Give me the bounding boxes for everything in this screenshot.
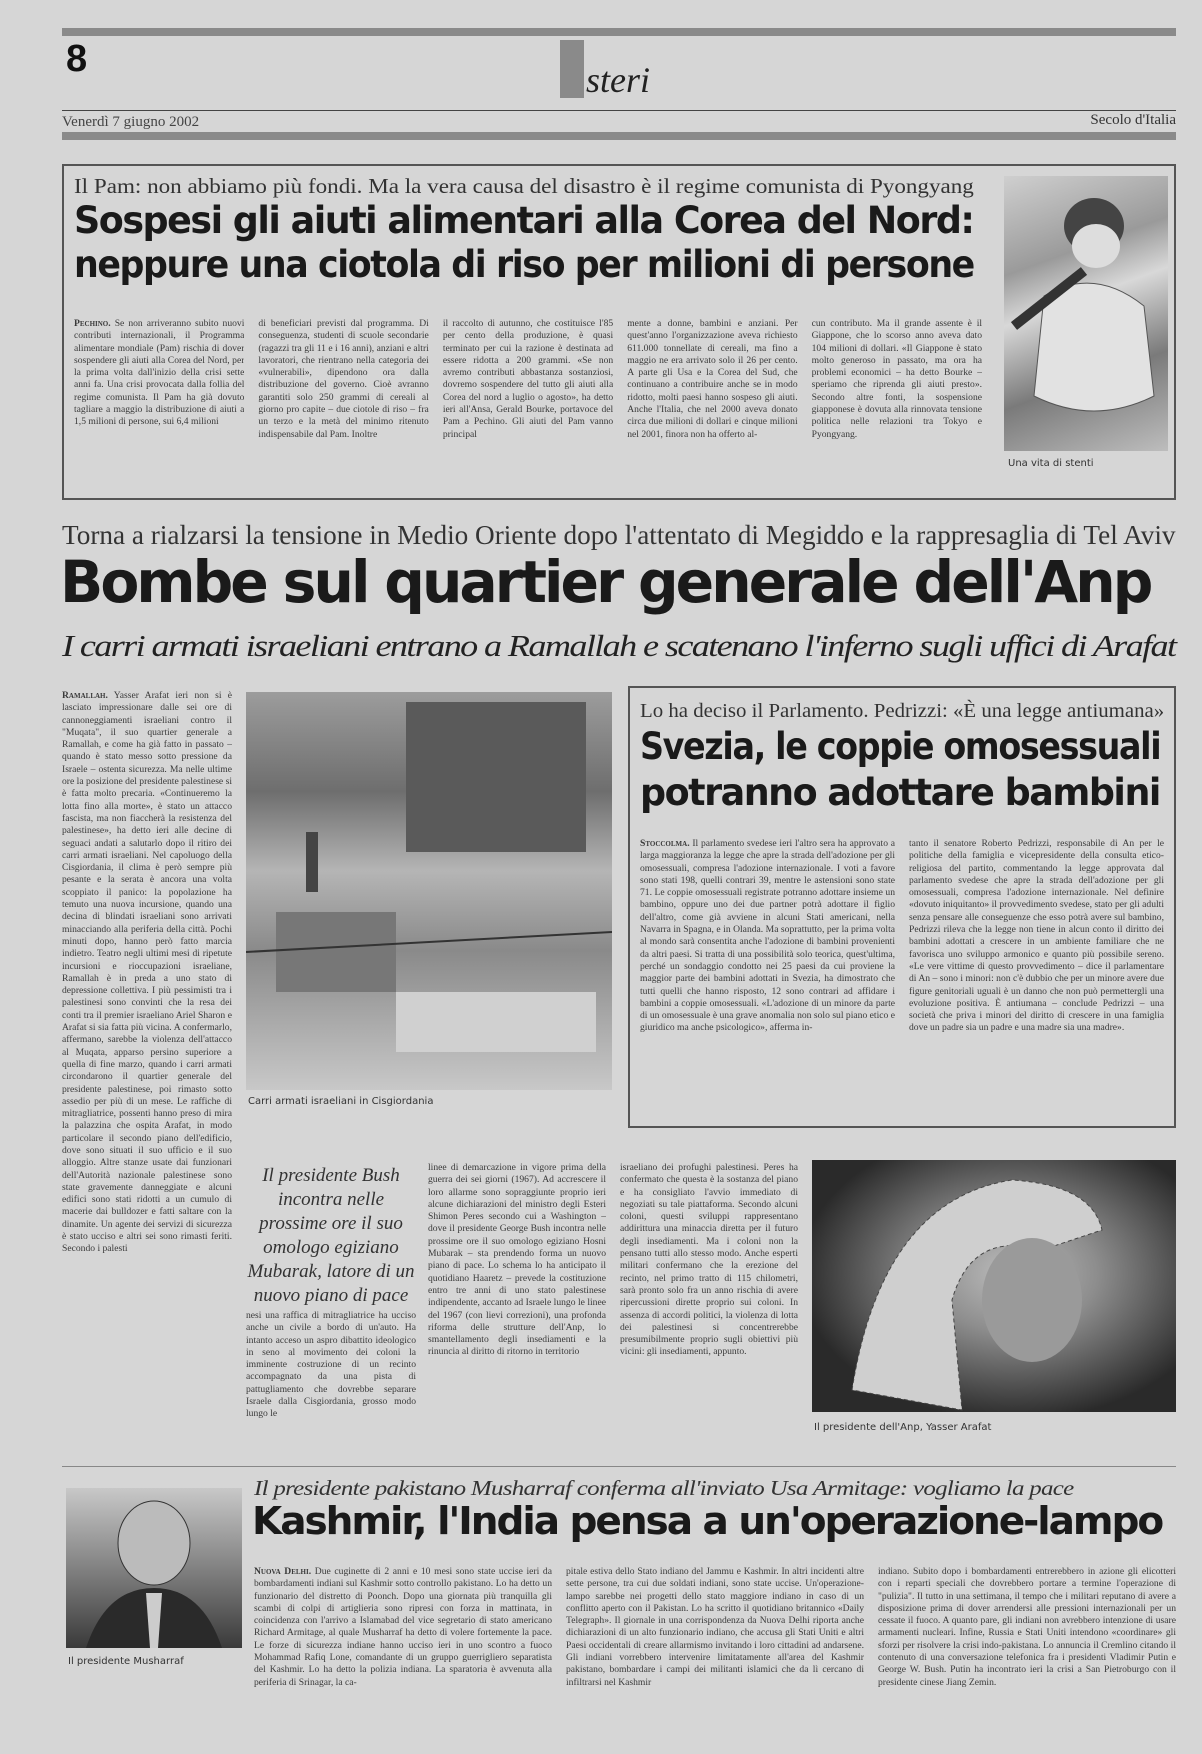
anp-column-b-wrap bbox=[428, 1162, 606, 1454]
korea-column: mente a donne, bambini e anziani. Per quest'anno l'organizzazione aveva richiesto 611.000 tonnellate di cereali, ma fino a maggio ne era arrivato solo il 26 per cento. A parte gli Usa e la Corea del Sud, che continuano a contribuire anche se in modo ridotto, molti paesi hanno sospeso gli aiuti. Anche l'Italia, che nel 2000 aveva donato circa due milioni di dollari e cinque milioni nel 2001, finora non ha offerto al- bbox=[627, 318, 798, 440]
musharraf-photo bbox=[66, 1488, 242, 1648]
arafat-photo bbox=[812, 1160, 1176, 1412]
date-line: Venerdì 7 giugno 2002 bbox=[62, 114, 200, 130]
arafat-portrait-illustration bbox=[812, 1160, 1176, 1412]
anp-subheadline: I carri armati israeliani entrano a Ramallah e scatenano l'inferno sugli uffici di Arafat bbox=[62, 628, 1176, 663]
korea-column: di beneficiari previsti dal programma. Di conseguenza, studenti di scuole secondarie (ragazzi tra gli 11 e i 16 anni), anziani e altri lavoratori, che rientrano nella categoria dei «vulnerabili», dipendono ora dalla distribuzione del governo. Cioè avranno garantiti solo 250 grammi di cereali al giorno pro capite – due ciotole di riso – fra un terzo e la metà del minimo ritenuto indispensabile dal Pam. Inoltre bbox=[258, 318, 429, 440]
anp-kicker: Torna a rialzarsi la tensione in Medio Oriente dopo l'attentato di Megiddo e la rappresaglia di Tel Aviv bbox=[62, 520, 1176, 550]
article-korea bbox=[62, 164, 1176, 500]
korea-photo-caption: Una vita di stenti bbox=[1008, 458, 1094, 469]
korea-body bbox=[74, 318, 982, 494]
sweden-city: Stoccolma. bbox=[640, 838, 690, 849]
anp-column: linee di demarcazione in vigore prima della guerra dei sei giorni (1967). Ad accrescere il loro allarme sono sopraggiunte proprio ieri alcune dichiarazioni del ministro degli Esteri Shimon Peres secondo cui a Washington – dove il presidente George Bush incontra nelle prossime ore il suo omologo egiziano Hosni Mubarak – sta prendendo forma un nuovo piano di pace. Lo schema lo ha anticipato il quotidiano Haaretz – prevede la costituzione entro tre anni di uno stato palestinese indipendente, accanto ad Israele lungo le linee del 1967 (con lievi correzioni), una profonda riforma delle strutture dell'Anp, lo smantellamento degli insediamenti e la rinuncia al diritto di ritorno in territorio bbox=[428, 1162, 606, 1358]
sweden-body bbox=[640, 838, 1164, 1122]
sweden-column: Stoccolma. Il parlamento svedese ieri l'altro sera ha approvato a larga maggioranza la legge che apre la strada dell'adozione per gli omosessuali, compresa l'adozione internazionale. I voti a favore sono stati 198, quelli contrari 39, mentre le astensioni sono state 71. Le coppie omosessuali registrate potranno adottare insieme un bambino, oppure uno dei due partner potrà adottare il figlio dell'altro, come già avviene in alcuni Stati americani, nella Navarra in Spagna, e in Olanda. Ma soprattutto, per la prima volta al mondo sarà consentita anche l'adozione di bambini provenienti da altri paesi. Si tratta di una possibilità solo teorica, quest'ultima, perché un sondaggio condotto nei 25 paesi da cui proviene la maggior parte dei bambini adottati in Svezia, ha dimostrato che tutti quelli che hanno risposto, 12 sono contrari ad affidare i bambini a coppie omosessuali. «L'adozione di un minore da parte di un omosessuale è una grave anomalia non solo sul piano etico e giuridico ma anche psicologico», afferma in- bbox=[640, 838, 895, 1034]
page-number: 8 bbox=[66, 38, 88, 80]
anp-column: nesi una raffica di mitragliatrice ha ucciso anche un civile a bordo di un'auto. Ha intanto acceso un aspro dibattito ideologico in seno al movimento dei coloni la imminente costruzione di un recinto accompagnato da una pista di pattugliamento che dovrebbe separare Israele dalla Cisgiordania, grosso modo lungo le bbox=[246, 1310, 416, 1420]
korea-headline-line2: neppure una ciotola di riso per milioni di persone bbox=[74, 243, 974, 286]
anp-column: israeliano dei profughi palestinesi. Peres ha confermato che questa è la sostanza del piano e ha consigliato l'avvio immediato di negoziati su tale piattaforma. Secondo alcuni coloni, questi sviluppi rappresentano addirittura una minaccia diretta per il futuro degli insediamenti. Ma i coloni non la pensano tutti allo stesso modo. Anche esperti militari confermano che la erezione del recinto, nel primo tratto di 115 chilometri, sarà pronto solo fra un anno rischia di avere ripercussioni dirette proprio sui coloni. In assenza di accordi politici, la violenza di lotta dei palestinesi si concentrerebbe presumibilmente proprio sugli obiettivi più vicini: gli insediamenti, appunto. bbox=[620, 1162, 798, 1358]
musharraf-portrait-illustration bbox=[66, 1488, 242, 1648]
musharraf-photo-caption: Il presidente Musharraf bbox=[68, 1656, 184, 1667]
korea-column: il raccolto di autunno, che costituisce l'85 per cento della produzione, è quasi terminato per cui la razione è destinata ad essere ridotta a 200 grammi. «Se non avremo contributi abbastanza sostanziosi, dovremo sospendere del tutto gli aiuti alla Corea del nord a luglio o agosto», ha detto ieri all'Ansa, Gerald Bourke, portavoce del Pam a Pechino. Gli aiuti del Pam vanno principal bbox=[442, 318, 614, 440]
header-bottom-rule bbox=[62, 132, 1176, 140]
sweden-headline-line1: Svezia, le coppie omosessuali bbox=[640, 725, 1161, 768]
section-title-text: steri bbox=[586, 60, 651, 100]
kashmir-column: pitale estiva dello Stato indiano del Jammu e Kashmir. In altri incidenti altre sette persone, tra cui due soldati indiani, sono state uccise. Un'operazione-lampo sarebbe nei progetti dello stato maggiore indiano in caso di un conflitto aperto con il Pakistan. Lo ha scritto il quotidiano britannico «Daily Telegraph». Il giornale in una corrispondenza da Nuova Delhi riporta anche dichiarazioni di un alto funzionario indiano, che accusa gli Stati Uniti e altri Paesi occidentali di creare allarmismo invitando i loro cittadini ad andarsene. Gli indiani vorrebbero intervenire limitatamente all'area del Kashmir pakistano, bombardare i campi dei militanti islamici che da lì cercano di infiltrarsi nel Kashmir bbox=[566, 1566, 864, 1688]
kashmir-body bbox=[254, 1566, 1176, 1736]
kashmir-headline: Kashmir, l'India pensa a un'operazione-lampo bbox=[252, 1499, 1163, 1543]
pull-quote: Il presidente Bush incontra nelle prossime ore il suo omologo egiziano Mubarak, latore di un nuovo piano di pace bbox=[247, 1165, 415, 1306]
kashmir-top-rule bbox=[62, 1466, 1176, 1467]
kashmir-column: indiano. Subito dopo i bombardamenti entrerebbero in azione gli elicotteri con i reparti speciali che dovrebbero portare a termine l'operazione di "pulizia". Il tutto in una settimana, il tempo che i militari reputano di avere a disposizione prima di dover arrendersi alle pressioni internazionali per un cessate il fuoco. A quanto pare, gli indiani non avrebbero intenzione di usare armamenti nucleari. Infine, Russia e Stati Uniti intendono «coordinare» gli sforzi per risolvere la crisi indo-pakistana. Lo annuncia il Cremlino citando il contenuto di una conversazione telefonica fra i presidenti Vladimir Putin e George W. Bush. Putin ha incontrato ieri la crisi a San Pietroburgo con il presidente cinese Jiang Zemin. bbox=[878, 1566, 1176, 1688]
section-initial-block bbox=[560, 40, 584, 98]
header-mid-rule bbox=[62, 110, 1176, 111]
kashmir-column: Nuova Delhi. Due cuginette di 2 anni e 10 mesi sono state uccise ieri da bombardamenti indiani sul Kashmir sotto controllo pakistano. Lo ha detto un funzionario del distretto di Poonch. Dopo una giornata più tranquilla gli scambi di colpi di artiglieria sono ripresi con forza in mattinata, in coincidenza con l'arrivo a Islamabad del vice segretario di stato americano Richard Armitage, al quale Musharraf ha detto di volere fortemente la pace. Le forze di sicurezza indiane hanno ucciso ieri in uno scontro a fuoco Mohammad Rafiq Lone, comandante di un gruppo guerrigliero separatista del Kashmir. Lo ha detto la polizia indiana. La sparatoria è avvenuta alla periferia di Srinagar, la ca- bbox=[254, 1566, 552, 1688]
anp-column: Ramallah. Yasser Arafat ieri non si è lasciato impressionare dalle sei ore di cannoneggiamenti israeliani contro il "Muqata", il suo quartier generale a Ramallah, e come ha già fatto in passato – quando è stato messo sotto pressione da Israele – ostenta sicurezza. Ma nelle ultime ore la posizione del presidente palestinese si è fatta molto precaria. «Continueremo la lotta fino alla morte», è stato un attacco fascista, ma non fiaccherà la resistenza del palestinese», ha detto ieri alle decine di seguaci andati a salutarlo dopo il ritiro dei carri armati israeliani. Nel capoluogo della Cisgiordania, il clima è però sempre più pesante e la serata è ancora una volta scoppiato il panico: la popolazione ha temuto una nuova incursione, quando una decina di blindati israeliani sono arrivati minacciando alla periferia della città. Pochi minuti dopo, hanno però fatto marcia indietro. Teatro negli ultimi mesi di ripetute incursioni e rioccupazioni israeliane, Ramallah è in preda a uno stato di depressione collettiva. I più pessimisti tra i palestinesi sono convinti che la resa dei conti tra il premier israeliano Ariel Sharon e Arafat si sia fatta più vicina. A confermarlo, affermano, sarebbe la violenza dell'attacco al Muqata, apparso persino superiore a quella di fine marzo, quando i carri armati circondarono il quartier generale del presidente palestinese, poi rimasto sotto assedio per più di un mese. Le raffiche di mitragliatrice, possenti hanno preso di mira la palazzina che ospita Arafat, in modo particolare il secondo piano dell'edificio, dove sono situati il suo ufficio e il suo alloggio. Altre stanze usate dai funzionari dell'Autorità nazionale palestinese sono state gravemente danneggiate e alcuni edifici sono stati ridotti a un cumulo di macerie dai bulldozer e fatti saltare con la dinamite. Un agente dei servizi di sicurezza è stato ucciso e altri sei sono rimasti feriti. Secondo i palesti bbox=[62, 690, 232, 1255]
starving-man-illustration bbox=[1004, 176, 1168, 451]
sweden-column: tanto il senatore Roberto Pedrizzi, responsabile di An per le politiche della famiglia e vicepresidente della consulta etico-religiosa del partito, commentando la legge approvata dal parlamento svedese che apre la strada dell'adozione per gli omosessuali, compresa l'adozione internazionale. Nel definire «dovuto iniquitanto» il provvedimento svedese, stato per gli adulti senza pensare alle conseguenze che esso potrà avere sul bambino, Pedrizzi rileva che la legge non tiene in alcun conto il diritto dei bambini adottati a crescere in un ambiente familiare che ne favorisca uno sviluppo armonico e quanto più possibile sereno. «Le vere vittime di questo provvedimento – dice il parlamentare di An – sono i minori: non c'è dubbio che per un minore avere due figure genitoriali uguali è un danno che non può permettergli una evoluzione positiva. È antiumana – conclude Pedrizzi – una società che priva i minori del diritto di crescere in una famiglia dove un padre sia un padre e una madre sia una madre». bbox=[909, 838, 1164, 1034]
arafat-photo-caption: Il presidente dell'Anp, Yasser Arafat bbox=[814, 1422, 992, 1433]
sweden-kicker: Lo ha deciso il Parlamento. Pedrizzi: «È una legge antiumana» bbox=[640, 700, 1165, 722]
masthead: Secolo d'Italia bbox=[1090, 112, 1176, 128]
anp-left-column bbox=[62, 690, 232, 1454]
korea-photo bbox=[1004, 176, 1168, 451]
article-sweden bbox=[628, 686, 1176, 1128]
sweden-headline-line2: potranno adottare bambini bbox=[640, 771, 1160, 814]
header-top-rule bbox=[62, 28, 1176, 36]
korea-headline-line1: Sospesi gli aiuti alimentari alla Corea del Nord: bbox=[74, 199, 974, 242]
korea-kicker: Il Pam: non abbiamo più fondi. Ma la vera causa del disastro è il regime comunista di Pyongyang bbox=[74, 174, 974, 198]
section-title bbox=[560, 40, 650, 98]
korea-city: Pechino. bbox=[74, 318, 111, 329]
anp-column-a-wrap bbox=[246, 1310, 416, 1456]
kashmir-city: Nuova Delhi. bbox=[254, 1566, 312, 1577]
korea-column: cun contributo. Ma il grande assente è il Giappone, che lo scorso anno aveva dato 104 milioni di dollari. «Il Giappone è stato molto generoso in passato, ma ora ha problemi economici – ha detto Bourke – speriamo che riprenda gli aiuti presto». Secondo altre fonti, la sospensione giapponese è dovuta alla rinnovata tensione politica nelle relazioni tra Tokyo e Pyongyang. bbox=[811, 318, 983, 440]
anp-city: Ramallah. bbox=[62, 690, 108, 701]
ramallah-scene-illustration bbox=[246, 692, 612, 1090]
anp-headline: Bombe sul quartier generale dell'Anp bbox=[60, 548, 1151, 616]
anp-column-c-wrap bbox=[620, 1162, 798, 1454]
tanks-photo-caption: Carri armati israeliani in Cisgiordania bbox=[248, 1096, 434, 1107]
korea-column: Pechino. Se non arriveranno subito nuovi contributi internazionali, il Programma alimentare mondiale (Pam) rischia di dover sospendere gli aiuti alla Corea del Nord, per la prima volta dall'inizio della crisi sette anni fa. Una crisi provocata dalla follia del regime comunista. Il Pam ha già dovuto tagliare a maggio la distribuzione di aiuti a 1,5 milioni di persone, sui 6,4 milioni bbox=[74, 318, 245, 428]
tanks-photo bbox=[246, 692, 612, 1090]
kashmir-kicker: Il presidente pakistano Musharraf conferma all'inviato Usa Armitage: vogliamo la pace bbox=[254, 1476, 1074, 1500]
